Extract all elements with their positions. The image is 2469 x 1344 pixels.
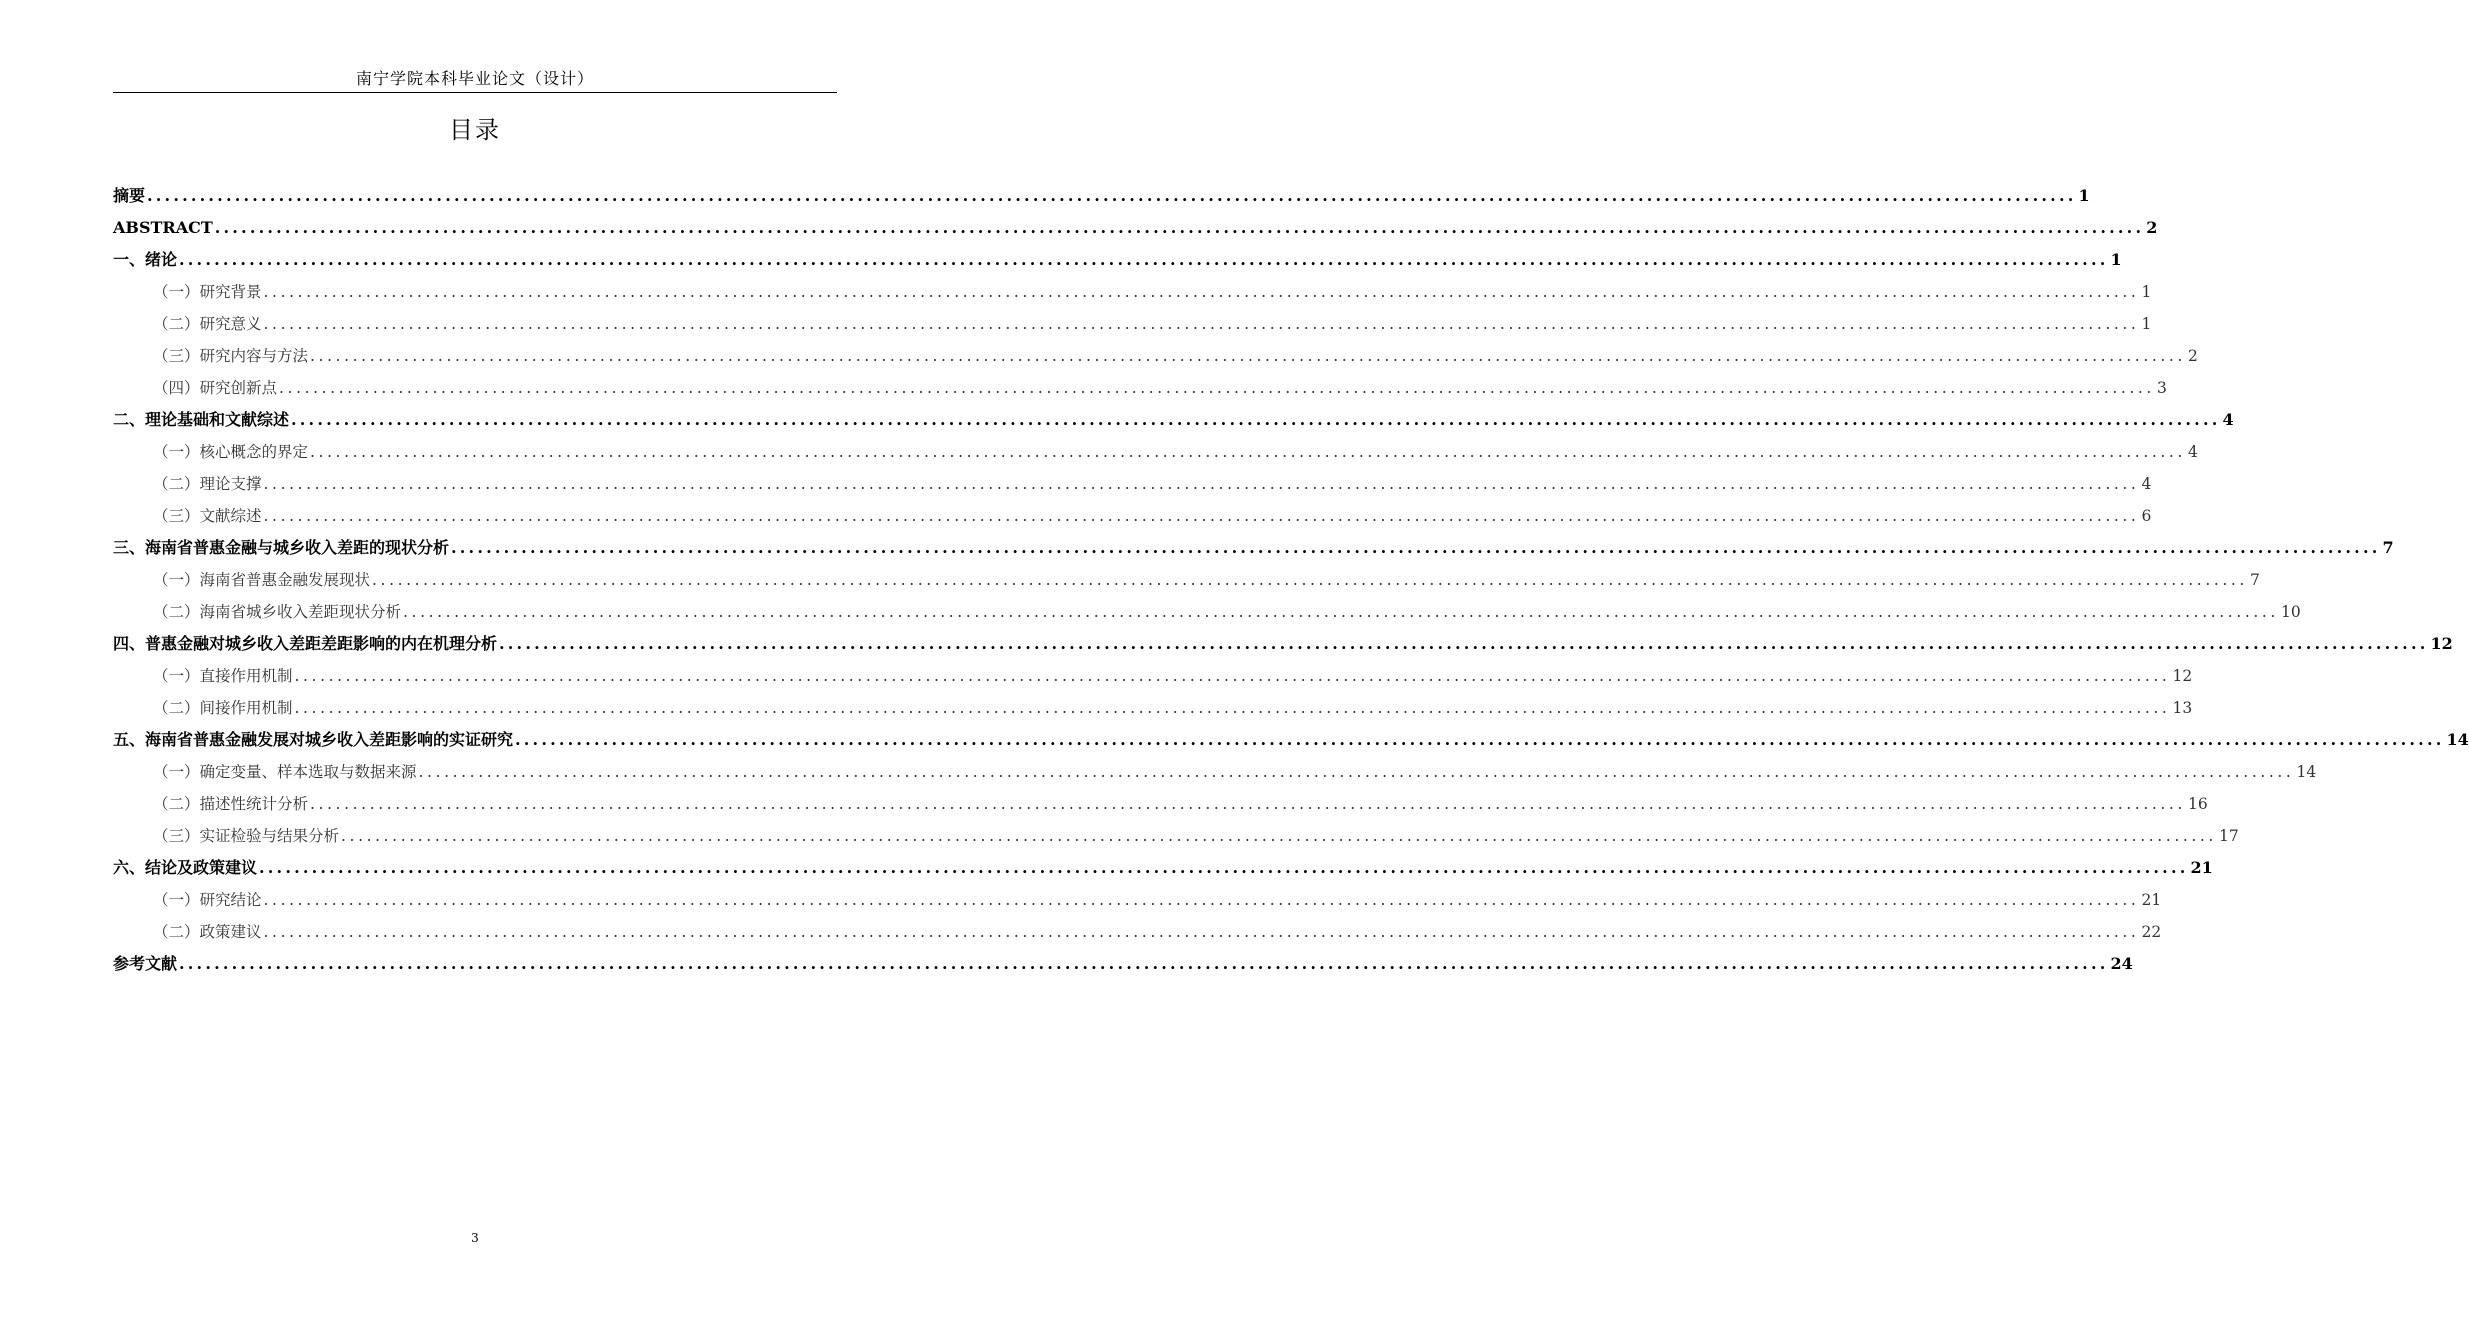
toc-entry-section[interactable] — [113, 564, 2260, 596]
toc-entry-title: （二）研究意义 — [153, 315, 262, 333]
toc-page-number: 1 — [2141, 283, 2152, 301]
toc-page-number: 4 — [2187, 443, 2198, 461]
toc-entry-chapter[interactable] — [113, 180, 2090, 212]
toc-page-number: 16 — [2187, 795, 2208, 813]
toc-entry-title: （二）政策建议 — [153, 923, 262, 941]
toc-entry-title: 一、绪论 — [113, 250, 178, 269]
toc-page-number: 1 — [2078, 186, 2090, 205]
toc-dot-leader: ............................................................................................................................................................................................................................ — [310, 443, 2186, 461]
toc-entry-title: （二）间接作用机制 — [153, 699, 293, 717]
toc-entry-section[interactable] — [113, 660, 2193, 692]
toc-dot-leader: ............................................................................................................................................................................................................................ — [214, 218, 2145, 237]
toc-entry-title: （一）海南省普惠金融发展现状 — [153, 571, 371, 589]
toc-entry-title: （一）直接作用机制 — [153, 667, 293, 685]
toc-entry-title: （三）研究内容与方法 — [153, 347, 309, 365]
toc-entry-section[interactable] — [113, 500, 2152, 532]
toc-page-number: 13 — [2172, 699, 2193, 717]
toc-dot-leader: ............................................................................................................................................................................................................................ — [515, 730, 2445, 749]
toc-entry-section[interactable] — [113, 788, 2208, 820]
toc-entry-chapter[interactable] — [113, 724, 2469, 756]
toc-dot-leader: ............................................................................................................................................................................................................................ — [294, 667, 2171, 685]
toc-entry-section[interactable] — [113, 884, 2162, 916]
toc-entry-title: （三）实证检验与结果分析 — [153, 827, 340, 845]
toc-entry-title: （一）确定变量、样本选取与数据来源 — [153, 763, 417, 781]
toc-page-number: 3 — [2156, 379, 2167, 397]
toc-entry-section[interactable] — [113, 372, 2167, 404]
toc-dot-leader: ............................................................................................................................................................................................................................ — [263, 891, 2140, 909]
running-header: 南宁学院本科毕业论文（设计） — [355, 69, 594, 88]
toc-entry-chapter[interactable] — [113, 628, 2453, 660]
toc-entry-title: （四）研究创新点 — [153, 379, 278, 397]
toc-dot-leader: ............................................................................................................................................................................................................................ — [372, 571, 2248, 589]
toc-dot-leader: ............................................................................................................................................................................................................................ — [263, 475, 2140, 493]
toc-page-number: 21 — [2190, 858, 2213, 877]
toc-entry-title: 六、结论及政策建议 — [113, 858, 258, 877]
toc-entry-section[interactable] — [113, 596, 2301, 628]
toc-entry-section[interactable] — [113, 436, 2198, 468]
toc-dot-leader: ............................................................................................................................................................................................................................ — [310, 795, 2186, 813]
toc-dot-leader: ............................................................................................................................................................................................................................ — [279, 379, 2155, 397]
toc-entry-section[interactable] — [113, 340, 2198, 372]
toc-page-number: 14 — [2446, 730, 2469, 749]
header-rule — [113, 92, 837, 93]
toc-dot-leader: ............................................................................................................................................................................................................................ — [147, 186, 2077, 205]
toc-page-number: 1 — [2141, 315, 2152, 333]
toc-page-number: 21 — [2141, 891, 2162, 909]
page-number: 3 — [471, 1231, 479, 1245]
toc-entry-section[interactable] — [113, 692, 2193, 724]
toc-entry-section[interactable] — [113, 468, 2152, 500]
toc-page-number: 14 — [2296, 763, 2317, 781]
toc-entry-section[interactable] — [113, 276, 2152, 308]
toc-entry-title: 五、海南省普惠金融发展对城乡收入差距影响的实证研究 — [113, 730, 514, 749]
toc-dot-leader: ............................................................................................................................................................................................................................ — [263, 507, 2140, 525]
toc-entry-chapter[interactable] — [113, 948, 2133, 980]
toc-entry-title: （三）文献综述 — [153, 507, 262, 525]
toc-dot-leader: ............................................................................................................................................................................................................................ — [263, 923, 2140, 941]
toc-entry-title: 参考文献 — [113, 954, 178, 973]
toc-entry-title: 三、海南省普惠金融与城乡收入差距的现状分析 — [113, 538, 450, 557]
toc-entry-title: 四、普惠金融对城乡收入差距差距影响的内在机理分析 — [113, 634, 498, 653]
toc-page-number: 7 — [2249, 571, 2260, 589]
toc-title: 目录 — [449, 116, 501, 144]
toc-entry-title: （一）研究结论 — [153, 891, 262, 909]
toc-entry-chapter[interactable] — [113, 244, 2122, 276]
toc-entry-section[interactable] — [113, 756, 2317, 788]
toc-dot-leader: ............................................................................................................................................................................................................................ — [403, 603, 2279, 621]
toc-dot-leader: ............................................................................................................................................................................................................................ — [310, 347, 2186, 365]
toc-dot-leader: ............................................................................................................................................................................................................................ — [291, 410, 2221, 429]
table-of-contents — [113, 180, 2469, 980]
toc-page-number: 2 — [2187, 347, 2198, 365]
toc-entry-chapter[interactable] — [113, 404, 2234, 436]
toc-entry-title: （一）研究背景 — [153, 283, 262, 301]
toc-dot-leader: ............................................................................................................................................................................................................................ — [341, 827, 2217, 845]
toc-dot-leader: ............................................................................................................................................................................................................................ — [499, 634, 2429, 653]
toc-entry-title: 二、理论基础和文献综述 — [113, 410, 290, 429]
toc-entry-title: （二）理论支撑 — [153, 475, 262, 493]
toc-entry-section[interactable] — [113, 820, 2239, 852]
toc-page-number: 4 — [2141, 475, 2152, 493]
toc-entry-section[interactable] — [113, 308, 2152, 340]
toc-dot-leader: ............................................................................................................................................................................................................................ — [418, 763, 2295, 781]
toc-entry-chapter[interactable] — [113, 532, 2394, 564]
toc-page-number: 24 — [2110, 954, 2133, 973]
toc-page-number: 10 — [2280, 603, 2301, 621]
toc-entry-title: （一）核心概念的界定 — [153, 443, 309, 461]
toc-page-number: 6 — [2141, 507, 2152, 525]
toc-page-number: 7 — [2382, 538, 2394, 557]
toc-dot-leader: ............................................................................................................................................................................................................................ — [451, 538, 2381, 557]
toc-page-number: 22 — [2141, 923, 2162, 941]
toc-page-number: 2 — [2146, 218, 2158, 237]
toc-dot-leader: ............................................................................................................................................................................................................................ — [263, 315, 2140, 333]
toc-entry-title: 摘要 — [113, 186, 146, 205]
toc-dot-leader: ............................................................................................................................................................................................................................ — [294, 699, 2171, 717]
toc-dot-leader: ............................................................................................................................................................................................................................ — [259, 858, 2189, 877]
toc-dot-leader: ............................................................................................................................................................................................................................ — [179, 954, 2109, 973]
toc-dot-leader: ............................................................................................................................................................................................................................ — [263, 283, 2140, 301]
toc-page-number: 12 — [2172, 667, 2193, 685]
toc-dot-leader: ............................................................................................................................................................................................................................ — [179, 250, 2109, 269]
toc-entry-chapter[interactable] — [113, 852, 2213, 884]
toc-page-number: 12 — [2430, 634, 2453, 653]
toc-entry-title: （二）海南省城乡收入差距现状分析 — [153, 603, 402, 621]
toc-page-number: 1 — [2110, 250, 2122, 269]
toc-entry-chapter[interactable] — [113, 212, 2158, 244]
toc-page-number: 4 — [2222, 410, 2234, 429]
toc-page-number: 17 — [2218, 827, 2239, 845]
toc-entry-section[interactable] — [113, 916, 2162, 948]
toc-entry-title: ABSTRACT — [113, 218, 213, 237]
toc-entry-title: （二）描述性统计分析 — [153, 795, 309, 813]
